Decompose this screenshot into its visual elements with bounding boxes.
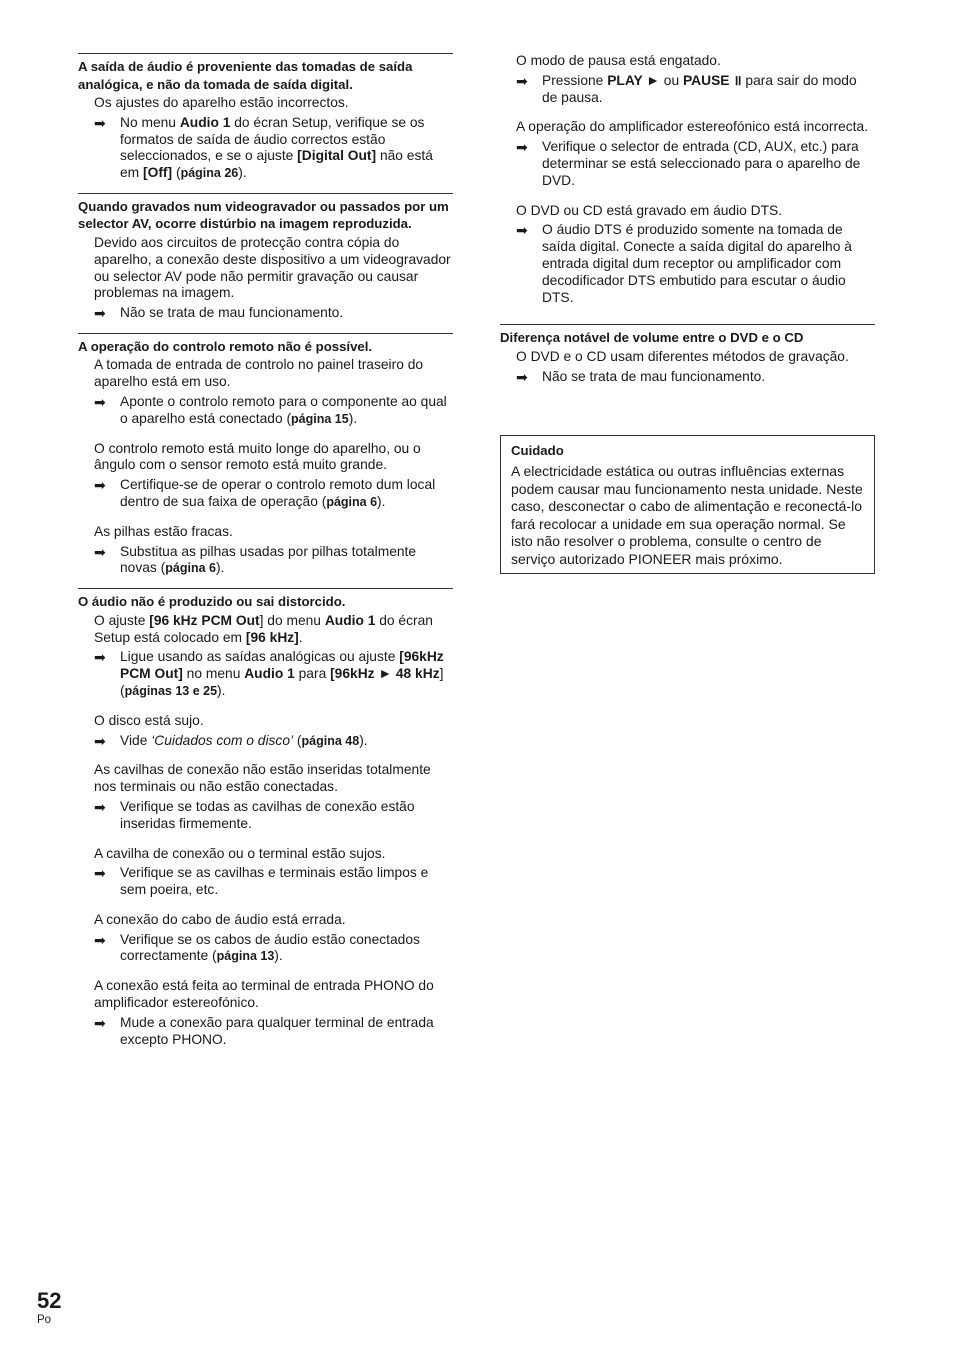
remedy: [94, 114, 453, 182]
arrow-right-icon: ➡: [516, 222, 528, 239]
bold-text: [Digital Out]: [297, 148, 377, 164]
page-reference: página 48: [301, 733, 360, 748]
text-run: do écran Setup está colocado em: [94, 612, 433, 645]
remedy: [94, 649, 453, 699]
remedy: [94, 477, 453, 511]
text-run: ).: [215, 560, 225, 576]
section-heading: A saída de áudio é proveniente das tomadas de saída analógica, e não da tomada de saída digital.: [78, 59, 413, 92]
arrow-right-icon: ➡: [94, 732, 106, 749]
text-run: (: [172, 165, 181, 181]
text-run: no menu: [182, 666, 245, 682]
section-heading: Diferença notável de volume entre o DVD e o CD: [500, 330, 804, 346]
problem-cause: As pilhas estão fracas.: [94, 523, 233, 539]
bold-text: Audio 1: [324, 612, 376, 628]
remedy: [516, 222, 875, 306]
caution-text: A electricidade estática ou outras influências externas podem causar mau funcionamento nesta unidade. Neste caso, desconectar o cabo de alimentação e reconectá-lo fará recolocar a unidade em sua operação normal. Se isto não resolver o problema, consulte o centro de serviço autorizado PIONEER mais próximo.: [511, 463, 863, 567]
section-heading: A operação do controlo remoto não é possível.: [78, 338, 373, 354]
arrow-right-icon: ➡: [94, 394, 106, 411]
remedy: [516, 139, 875, 189]
text-run: O ajuste: [94, 612, 150, 628]
text-run: Vide: [120, 732, 152, 748]
arrow-right-icon: ➡: [94, 649, 106, 666]
trouble-section: [78, 193, 453, 322]
arrow-right-icon: ➡: [94, 114, 106, 131]
arrow-right-icon: ➡: [94, 477, 106, 494]
bold-text: [96 kHz]: [245, 629, 299, 645]
problem-cause: O modo de pausa está engatado.: [516, 53, 721, 68]
arrow-right-icon: ➡: [516, 139, 528, 156]
caution-title: Cuidado: [511, 443, 564, 458]
text-run: No menu: [120, 114, 180, 130]
text-run: ).: [274, 948, 283, 964]
trouble-section: [78, 333, 453, 577]
text-run: Certifique-se de operar o controlo remoto dum local dentro de sua faixa de operação (: [120, 477, 436, 510]
remedy: [94, 305, 453, 322]
arrow-right-icon: ➡: [94, 543, 106, 560]
page-reference: páginas 13 e 25: [124, 683, 218, 698]
page-reference: página 26: [180, 166, 239, 181]
page-reference: página 6: [326, 495, 378, 510]
problem-cause: A conexão do cabo de áudio está errada.: [94, 911, 346, 927]
bold-text: Audio 1: [244, 666, 295, 682]
section-heading: O áudio não é produzido ou sai distorcido.: [78, 594, 346, 610]
arrow-right-icon: ➡: [94, 798, 106, 815]
text-run: não está em: [120, 148, 433, 181]
remedy: [94, 865, 453, 899]
page-number: 52: [37, 1288, 62, 1313]
text-run: para sair do modo de pausa.: [542, 72, 857, 105]
text-run: para: [294, 666, 331, 682]
arrow-right-icon: ➡: [94, 865, 106, 882]
text-run: Não se trata de mau funcionamento.: [120, 305, 344, 321]
text-run: Mude a conexão para qualquer terminal de entrada excepto PHONO.: [120, 1014, 434, 1047]
caution-box: [500, 435, 875, 574]
problem-cause: O DVD ou CD está gravado em áudio DTS.: [516, 202, 783, 218]
section-heading: Quando gravados num videogravador ou passados por um selector AV, ocorre distúrbio na imagem reproduzida.: [78, 198, 449, 232]
remedy: [94, 798, 453, 833]
remedy: [94, 394, 453, 428]
text-run: ).: [359, 732, 368, 748]
text-run: Pressione: [542, 72, 608, 88]
bold-text: [96 kHz PCM Out: [149, 612, 260, 628]
text-run: ] do menu: [259, 612, 325, 628]
remedy: [94, 543, 453, 578]
remedy: [94, 732, 453, 750]
text-run: ).: [348, 410, 358, 426]
remedy: [94, 1014, 453, 1049]
page-reference: página 6: [165, 561, 216, 576]
text-run: ).: [377, 494, 386, 510]
problem-cause: O disco está sujo.: [94, 712, 204, 728]
text-run: Não se trata de mau funcionamento.: [542, 368, 766, 384]
problem-cause: A tomada de entrada de controlo no painel traseiro do aparelho está em uso.: [94, 357, 424, 390]
text-run: Verifique se os cabos de áudio estão conectados correctamente (: [120, 931, 420, 964]
text-run: O áudio DTS é produzido somente na tomada de saída digital. Conecte a saída digital do aparelho à entrada digital dum receptor ou amplificador com decodificador DTS embutido para escutar o áudio DTS.: [542, 222, 852, 305]
text-run: do écran Setup, verifique se os formatos de saída de áudio correctos estão seleccionados, e se o ajuste: [120, 114, 425, 164]
trouble-section: [500, 53, 875, 306]
remedy: [516, 368, 875, 386]
text-run: ] (: [120, 666, 444, 698]
right-column: [500, 53, 875, 396]
text-run: Verifique o selector de entrada (CD, AUX, etc.) para determinar se está seleccionado para o aparelho de DVD.: [542, 139, 861, 188]
problem-cause: Os ajustes do aparelho estão incorrectos.: [94, 95, 349, 110]
text-run: Substitua as pilhas usadas por pilhas totalmente novas (: [120, 543, 417, 576]
text-run: .: [298, 629, 303, 645]
page-reference: página 15: [291, 411, 349, 426]
problem-cause: O DVD e o CD usam diferentes métodos de gravação.: [516, 348, 849, 364]
text-run: Verifique se as cavilhas e terminais estão limpos e sem poeira, etc.: [120, 865, 429, 898]
bold-text: PAUSE ॥: [682, 72, 742, 88]
text-run: Ligue usando as saídas analógicas ou ajuste: [120, 649, 400, 665]
text-run: ou: [659, 72, 683, 88]
problem-cause: [94, 613, 453, 647]
arrow-right-icon: ➡: [94, 305, 106, 322]
bold-text: [96kHz ► 48 kHz: [330, 666, 440, 682]
problem-cause: As cavilhas de conexão não estão inseridas totalmente nos terminais ou não estão conectadas.: [94, 762, 431, 795]
text-run: ).: [238, 165, 247, 181]
remedy: [516, 72, 875, 107]
remedy: [94, 931, 453, 966]
arrow-right-icon: ➡: [516, 368, 528, 385]
left-column: [78, 53, 453, 1059]
trouble-section: [78, 53, 453, 182]
bold-text: [96kHz PCM Out]: [120, 649, 444, 682]
trouble-section: [78, 588, 453, 1048]
arrow-right-icon: ➡: [94, 931, 106, 948]
arrow-right-icon: ➡: [516, 72, 528, 89]
italic-text: ‘Cuidados com o disco’: [151, 732, 294, 748]
problem-cause: O controlo remoto está muito longe do aparelho, ou o ângulo com o sensor remoto está muito grande.: [94, 440, 421, 473]
text-run: Aponte o controlo remoto para o componente ao qual o aparelho está conectado (: [120, 394, 447, 426]
bold-text: [Off]: [143, 165, 173, 181]
text-run: ).: [217, 682, 226, 698]
bold-text: Audio 1: [179, 114, 231, 130]
page-reference: página 13: [216, 949, 275, 964]
text-run: Verifique se todas as cavilhas de conexão estão inseridas firmemente.: [120, 798, 415, 831]
problem-cause: Devido aos circuitos de protecção contra cópia do aparelho, a conexão deste dispositivo a um videogravador ou selector AV pode não permitir gravação ou causar problemas na imagem.: [94, 234, 451, 301]
problem-cause: A operação do amplificador estereofónico está incorrecta.: [516, 119, 869, 135]
arrow-right-icon: ➡: [94, 1014, 106, 1031]
text-run: (: [293, 732, 302, 748]
bold-text: PLAY ►: [607, 72, 660, 88]
trouble-section: [500, 324, 875, 385]
page-language: Po: [37, 1314, 52, 1326]
problem-cause: A conexão está feita ao terminal de entrada PHONO do amplificador estereofónico.: [94, 978, 434, 1011]
problem-cause: A cavilha de conexão ou o terminal estão sujos.: [94, 845, 386, 861]
